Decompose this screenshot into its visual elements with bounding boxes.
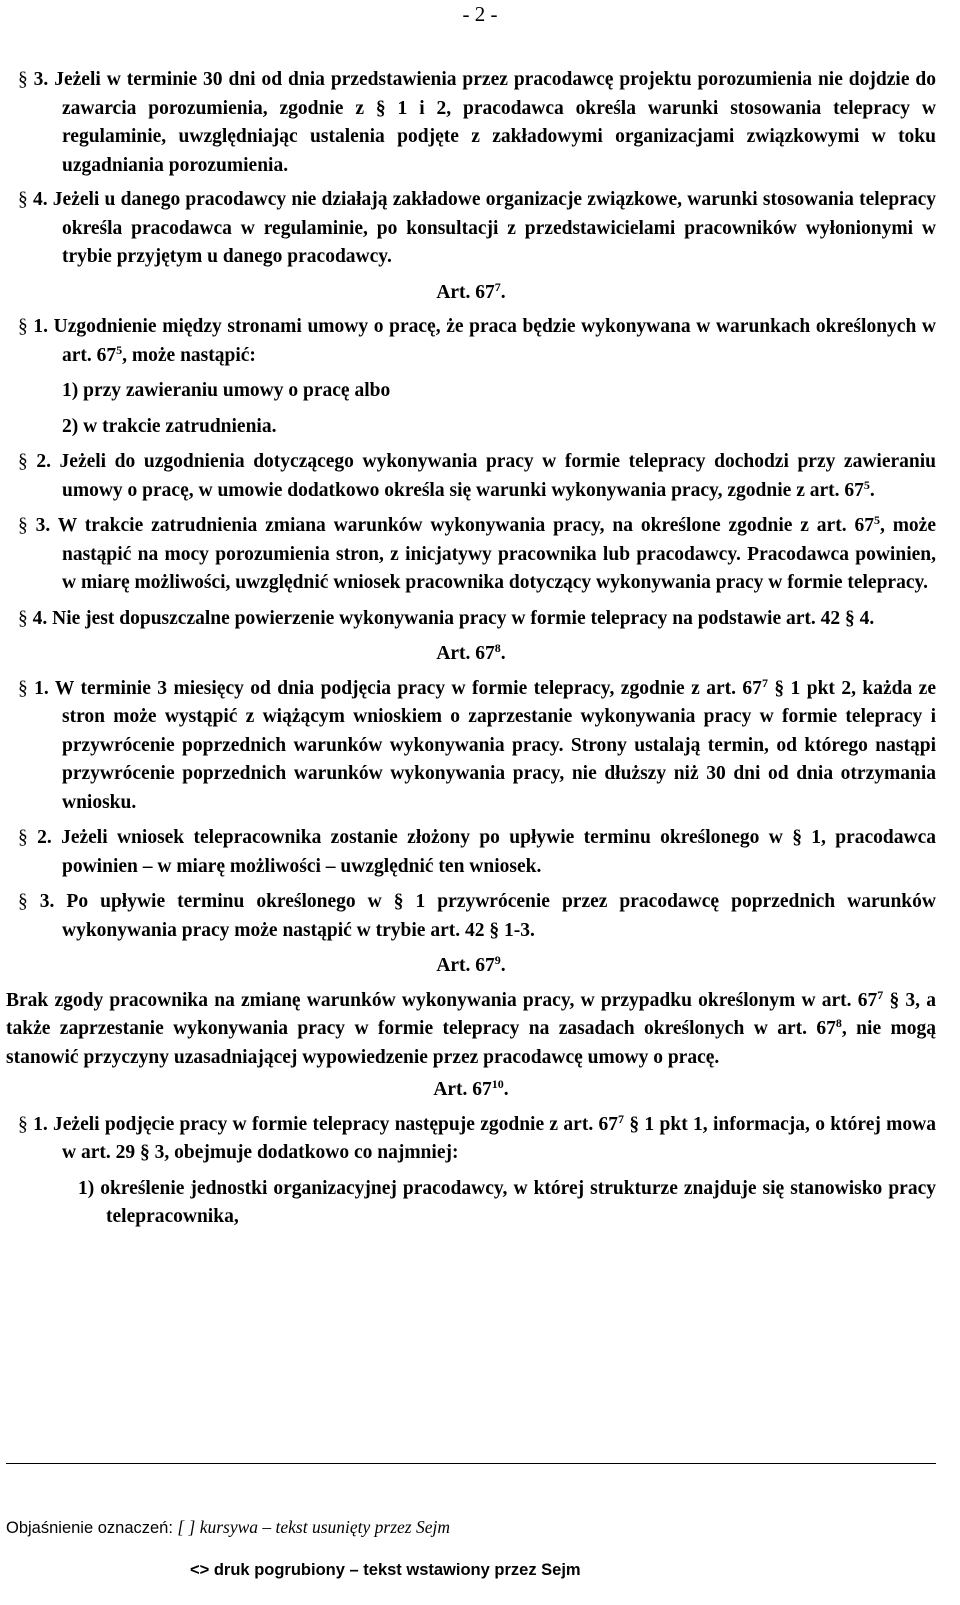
section-sign: §: [18, 1113, 28, 1135]
paragraph-number: 1.: [27, 677, 55, 699]
section-sign: §: [18, 316, 28, 337]
paragraph-number: 1.: [27, 316, 54, 337]
superscript: 8: [835, 1016, 842, 1030]
article-label: Art. 67: [433, 1079, 492, 1100]
paragraph-text: , nie mogą stanowić przyczyny uzasadniającej wypowiedzenie przez pracodawcę umowy o pracę.: [6, 1018, 936, 1068]
paragraph-text: § 3, a także zaprzestanie wykonywania pracy w formie telepracy na zasadach określonych w art. 67: [6, 989, 937, 1039]
section-sign: §: [18, 451, 28, 472]
paragraph-text: Jeżeli u danego pracodawcy nie działają zakładowe organizacje związkowe, warunki stosowania telepracy określa pracodawca w regulaminie, po konsultacji z przedstawicielami pracowników wyłonionymi w trybie przyjętym u danego pracodawcy.: [52, 189, 937, 267]
superscript: 7: [877, 987, 884, 1002]
paragraph-text: Po upływie terminu określonego w § 1 przywrócenie przez pracodawcę poprzednich warunków wykonywania pracy może nastąpić w trybie art. 42 § 1-3.: [62, 891, 936, 941]
article-superscript: 10: [491, 1077, 504, 1091]
paragraph-text: 1) określenie jednostki organizacyjnej pracodawcy, w której strukturze znajduje się stanowisko pracy telepracownika,: [78, 1177, 936, 1227]
legend-label: Objaśnienie oznaczeń:: [6, 1519, 173, 1537]
sub-item: [6, 1175, 936, 1232]
article-heading: [6, 640, 936, 669]
page-number: - 2 -: [462, 2, 498, 26]
superscript: 7: [761, 675, 768, 690]
paragraph: [6, 313, 936, 370]
superscript: 5: [863, 477, 870, 492]
superscript: 5: [116, 342, 123, 357]
paragraph-number: 2.: [27, 451, 60, 472]
footnote-divider: [6, 1463, 936, 1464]
paragraph: [6, 448, 936, 505]
article-period: .: [500, 955, 506, 976]
article-period: .: [500, 643, 506, 664]
paragraph: [6, 675, 936, 818]
paragraph-text: 2) w trakcie zatrudnienia.: [62, 415, 277, 437]
article-superscript: 8: [494, 641, 501, 655]
paragraph-text: .: [869, 479, 875, 501]
article-label: Art. 67: [436, 955, 495, 976]
paragraph-text: Nie jest dopuszczalne powierzenie wykonywania pracy w formie telepracy na podstawie art. 42 § 4.: [52, 607, 875, 629]
section-sign: §: [18, 891, 28, 912]
section-sign: §: [18, 69, 28, 90]
paragraph-number: 3.: [27, 69, 55, 90]
superscript: 7: [618, 1111, 625, 1126]
paragraph-text: , może nastąpić na mocy porozumienia stron, z inicjatywy pracownika lub pracodawcy. Pracodawca powinien, w miarę możliwości, uwzględnić wniosek pracownika dotyczący wykonywania pracy w formie telepracy.: [62, 515, 936, 593]
section-sign: §: [18, 515, 28, 536]
paragraph-text: Uzgodnienie między stronami umowy o pracę, że praca będzie wykonywana w warunkach określonych w art. 67: [53, 316, 937, 366]
paragraph-number: 3.: [27, 515, 58, 536]
article-heading: [6, 279, 936, 308]
paragraph: [6, 824, 936, 881]
article-superscript: 9: [494, 953, 501, 967]
paragraph-number: 1.: [27, 1113, 54, 1135]
paragraph-text: Jeżeli do uzgodnienia dotyczącego wykonywania pracy w formie telepracy dochodzi przy zawieraniu umowy o pracę, w umowie dodatkowo określa się warunki wykonywania pracy, zgodnie z art. 67: [59, 451, 936, 501]
paragraph-text: Jeżeli w terminie 30 dni od dnia przedstawienia przez pracodawcę projektu porozumienia nie dojdzie do zawarcia porozumienia, zgodnie z § 1 i 2, pracodawca określa warunki stosowania telepracy w regulaminie, uwzględniając ustalenia podjęte z zakładowymi organizacjami związkowymi w toku uzgadniania porozumienia.: [54, 69, 936, 176]
paragraph: [6, 512, 936, 598]
paragraph-text: [6, 987, 936, 1073]
paragraph-text: Jeżeli wniosek telepracownika zostanie złożony po upływie terminu określonego w § 1, pracodawca powinien – w miarę możliwości – uwzględnić ten wniosek.: [61, 827, 937, 877]
legend-line-1: [6, 1517, 450, 1538]
paragraph: [6, 186, 936, 272]
paragraph-number: 4.: [27, 189, 53, 210]
superscript: 5: [873, 513, 880, 527]
article-heading: [6, 952, 936, 981]
paragraph-text: 1) przy zawieraniu umowy o pracę albo: [62, 380, 391, 401]
article-period: .: [503, 1079, 509, 1100]
document-body: [6, 66, 936, 1232]
paragraph-text: W terminie 3 miesięcy od dnia podjęcia pracy w formie telepracy, zgodnie z art. 67: [54, 677, 762, 699]
article-label: Art. 67: [436, 281, 495, 303]
paragraph-text: W trakcie zatrudnienia zmiana warunków wykonywania pracy, na określone zgodnie z art. 67: [57, 515, 874, 536]
article-superscript: 7: [494, 279, 501, 294]
paragraph-text: , może nastąpić:: [122, 344, 256, 366]
section-sign: §: [18, 189, 28, 210]
legend-deleted-text: [ ] kursywa – tekst usunięty przez Sejm: [172, 1517, 451, 1537]
paragraph-number: 3.: [27, 891, 67, 912]
list-item: [6, 413, 936, 442]
paragraph-text: § 1 pkt 1, informacja, o której mowa w art. 29 § 3, obejmuje dodatkowo co najmniej:: [62, 1113, 937, 1163]
paragraph-number: 2.: [27, 827, 62, 848]
paragraph-text: Jeżeli podjęcie pracy w formie telepracy następuje zgodnie z art. 67: [53, 1113, 619, 1135]
article-period: .: [500, 281, 506, 303]
section-sign: §: [18, 677, 28, 699]
paragraph: [6, 66, 936, 180]
paragraph-number: 4.: [27, 607, 53, 629]
list-item: [6, 377, 936, 406]
paragraph: [6, 1111, 936, 1168]
paragraph-text: § 1 pkt 2, każda ze stron może wystąpić z wiążącym wnioskiem o zaprzestanie wykonywania pracy w formie telepracy i przywrócenie poprzednich warunków wykonywania pracy. Strony ustalają termin, od którego nastąpi przywrócenie poprzednich warunków wykonywania pracy, nie dłuższy niż 30 dni od dnia otrzymania wniosku.: [62, 677, 936, 813]
paragraph-text: Brak zgody pracownika na zmianę warunków wykonywania pracy, w przypadku określonym w art. 67: [6, 989, 878, 1011]
paragraph: [6, 888, 936, 945]
article-heading: [6, 1076, 936, 1105]
article-label: Art. 67: [436, 643, 495, 664]
legend-line-2: <> druk pogrubiony – tekst wstawiony przez Sejm: [190, 1561, 581, 1579]
section-sign: §: [18, 827, 28, 848]
paragraph: [6, 605, 936, 634]
section-sign: §: [18, 607, 28, 629]
